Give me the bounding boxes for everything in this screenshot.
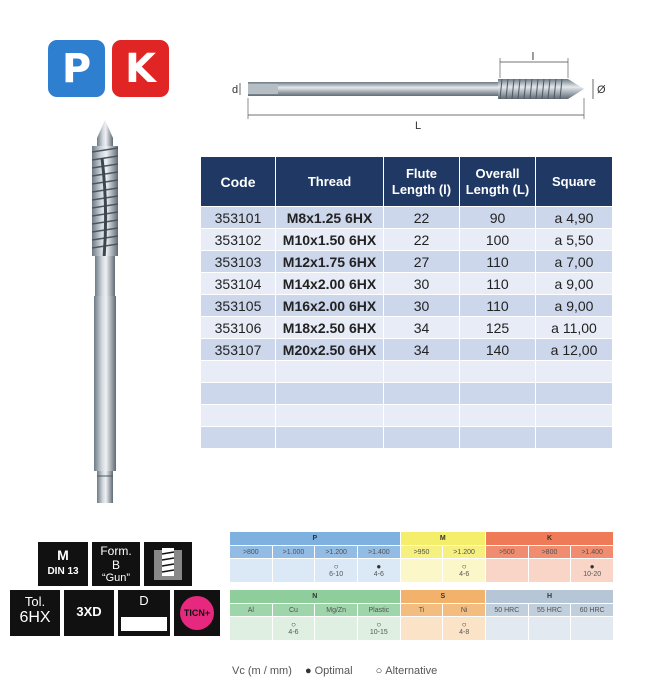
cell-code: 353107 [201, 339, 276, 361]
d-label: D [139, 593, 149, 608]
material-rating-cell [358, 617, 400, 640]
specification-table [200, 156, 613, 449]
material-rating-cell [486, 617, 528, 640]
cell-flute-length: 34 [384, 339, 460, 361]
rating-speed: 10-15 [369, 629, 388, 636]
table-row [201, 317, 613, 339]
rating-mark-icon: ○ [461, 562, 467, 571]
rating-mark-icon: ● [376, 562, 382, 571]
header-thread: Thread [276, 157, 384, 207]
legend [232, 665, 457, 677]
cell-thread: M8x1.25 6HX [276, 207, 384, 229]
material-col-label: >500 [486, 546, 528, 558]
rating-mark-icon: ○ [333, 562, 339, 571]
cell-thread: M14x2.00 6HX [276, 273, 384, 295]
material-col-label: >1.000 [273, 546, 315, 558]
rating-speed: 4-8 [459, 629, 470, 636]
material-rating-cell [230, 559, 272, 582]
cell-empty [460, 427, 536, 449]
logo-p: P [48, 40, 105, 97]
material-group-s: S [401, 590, 485, 603]
rating-mark-icon: ○ [461, 620, 467, 629]
depth-3xd-icon [64, 590, 114, 636]
cell-code: 353103 [201, 251, 276, 273]
cell-square: a 7,00 [536, 251, 613, 273]
material-col-label: >800 [529, 546, 571, 558]
material-rating-cell [230, 617, 272, 640]
rating-speed: 4-6 [373, 571, 384, 578]
cell-square: a 11,00 [536, 317, 613, 339]
cell-empty [384, 383, 460, 405]
table-header-row [201, 157, 613, 207]
material-rating-cell [443, 617, 485, 640]
cell-flute-length: 30 [384, 273, 460, 295]
material-rating-cell [571, 559, 613, 582]
table-row [201, 229, 613, 251]
table-row-empty [201, 361, 613, 383]
label-d: d [232, 84, 239, 96]
material-col-label: >1.200 [443, 546, 485, 558]
blind-hole-icon [144, 542, 192, 586]
material-group-p: P [230, 532, 400, 545]
depth-label: 3XD [76, 604, 102, 619]
cell-thread: M18x2.50 6HX [276, 317, 384, 339]
material-rating-cell [486, 559, 528, 582]
cell-overall-length: 110 [460, 251, 536, 273]
m-label: M [57, 547, 69, 563]
material-rating-cell [315, 559, 357, 582]
material-rating-cell [401, 559, 443, 582]
cell-empty [536, 383, 613, 405]
table-row-empty [201, 405, 613, 427]
cell-flute-length: 22 [384, 229, 460, 251]
cell-flute-length: 27 [384, 251, 460, 273]
table-row [201, 273, 613, 295]
tap-tool-image [80, 118, 130, 508]
legend-optimal [305, 665, 363, 677]
table-row-empty [201, 427, 613, 449]
material-col-label: 55 HRC [529, 604, 571, 616]
label-overall: L [414, 120, 422, 132]
cell-thread: M12x1.75 6HX [276, 251, 384, 273]
cell-overall-length: 100 [460, 229, 536, 251]
coating-circle [180, 596, 214, 630]
cell-square: a 5,50 [536, 229, 613, 251]
cell-flute-length: 22 [384, 207, 460, 229]
cell-thread: M20x2.50 6HX [276, 339, 384, 361]
coating-icon [174, 590, 220, 636]
material-rating-cell [529, 559, 571, 582]
cell-empty [384, 427, 460, 449]
legend-alternative [376, 665, 448, 677]
material-col-label: 60 HRC [571, 604, 613, 616]
material-col-label: >950 [401, 546, 443, 558]
cell-overall-length: 140 [460, 339, 536, 361]
cell-overall-length: 110 [460, 295, 536, 317]
cell-empty [536, 427, 613, 449]
cell-thread: M10x1.50 6HX [276, 229, 384, 251]
material-group-n: N [230, 590, 400, 603]
cell-square: a 9,00 [536, 273, 613, 295]
material-col-label: >1.200 [315, 546, 357, 558]
table-row [201, 251, 613, 273]
label-flute: l [531, 51, 535, 63]
diameter-d-icon [118, 590, 170, 636]
cell-empty [201, 405, 276, 427]
cell-code: 353101 [201, 207, 276, 229]
material-rating-cell [358, 559, 400, 582]
cell-square: a 12,00 [536, 339, 613, 361]
material-rating-cell [273, 559, 315, 582]
din-label: DIN 13 [47, 566, 79, 577]
d-bar [121, 617, 167, 631]
form-line2: B [111, 558, 120, 572]
material-col-label: 50 HRC [486, 604, 528, 616]
cell-flute-length: 30 [384, 295, 460, 317]
cell-square: a 9,00 [536, 295, 613, 317]
cell-empty [536, 361, 613, 383]
table-row [201, 339, 613, 361]
tap-dimension-drawing [228, 50, 608, 135]
material-rating-cell [315, 617, 357, 640]
materials-table-top [230, 532, 614, 582]
material-rating-cell [571, 617, 613, 640]
materials-table-bottom [230, 590, 614, 640]
material-rating-cell [273, 617, 315, 640]
rating-mark-icon: ○ [376, 620, 382, 629]
tol-line2: 6HX [19, 609, 51, 626]
tap-hole-icon [144, 542, 192, 586]
cell-empty [536, 405, 613, 427]
header-code: Code [201, 157, 276, 207]
cell-empty [460, 361, 536, 383]
cell-empty [201, 427, 276, 449]
header-square: Square [536, 157, 613, 207]
cell-empty [276, 427, 384, 449]
cell-code: 353104 [201, 273, 276, 295]
cell-empty [460, 383, 536, 405]
logo-k: K [112, 40, 169, 97]
cell-overall-length: 125 [460, 317, 536, 339]
legend-alternative-label: Alternative [385, 665, 438, 677]
material-m-din13-icon [38, 542, 88, 586]
rating-mark-icon: ○ [291, 620, 296, 629]
material-group-m: M [401, 532, 485, 545]
table-row-empty [201, 383, 613, 405]
material-col-label: Ni [443, 604, 485, 616]
cell-empty [276, 405, 384, 427]
table-row [201, 207, 613, 229]
optimal-mark-icon: ● [304, 665, 312, 677]
rating-speed: 4-6 [459, 571, 470, 578]
legend-vc: Vc (m / mm) [232, 665, 292, 677]
table-row [201, 295, 613, 317]
cell-empty [384, 361, 460, 383]
cell-empty [201, 383, 276, 405]
material-col-label: >1.400 [358, 546, 400, 558]
cell-overall-length: 110 [460, 273, 536, 295]
tolerance-icon [10, 590, 60, 636]
header-overall-length: Overall Length (L) [460, 157, 536, 207]
material-col-label: Al [230, 604, 272, 616]
cell-code: 353105 [201, 295, 276, 317]
legend-optimal-label: Optimal [314, 665, 353, 677]
cell-empty [276, 383, 384, 405]
material-col-label: Plastic [358, 604, 400, 616]
coating-label: TICN+ [183, 608, 211, 618]
cell-overall-length: 90 [460, 207, 536, 229]
material-col-label: >800 [230, 546, 272, 558]
material-group-k: K [486, 532, 613, 545]
form-b-gun-icon [92, 542, 140, 586]
form-line3: “Gun” [101, 572, 131, 584]
cell-empty [201, 361, 276, 383]
rating-speed: 10-20 [583, 571, 602, 578]
cell-square: a 4,90 [536, 207, 613, 229]
material-col-label: >1.400 [571, 546, 613, 558]
material-rating-cell [443, 559, 485, 582]
material-rating-cell [401, 617, 443, 640]
cell-empty [384, 405, 460, 427]
cell-code: 353102 [201, 229, 276, 251]
rating-mark-icon: ● [589, 562, 595, 571]
cell-flute-length: 34 [384, 317, 460, 339]
material-col-label: Mg/Zn [315, 604, 357, 616]
material-col-label: Ti [401, 604, 443, 616]
cell-empty [276, 361, 384, 383]
tol-line1: Tol. [24, 594, 46, 609]
material-group-h: H [486, 590, 613, 603]
rating-speed: 4-6 [288, 629, 299, 636]
cell-empty [460, 405, 536, 427]
form-line1: Form. [100, 544, 132, 558]
material-rating-cell [529, 617, 571, 640]
alternative-mark-icon: ○ [375, 665, 383, 677]
cell-code: 353106 [201, 317, 276, 339]
cell-thread: M16x2.00 6HX [276, 295, 384, 317]
rating-speed: 6-10 [329, 571, 344, 578]
label-diameter: Ø [597, 84, 606, 96]
material-col-label: Cu [273, 604, 315, 616]
header-flute-length: Flute Length (l) [384, 157, 460, 207]
